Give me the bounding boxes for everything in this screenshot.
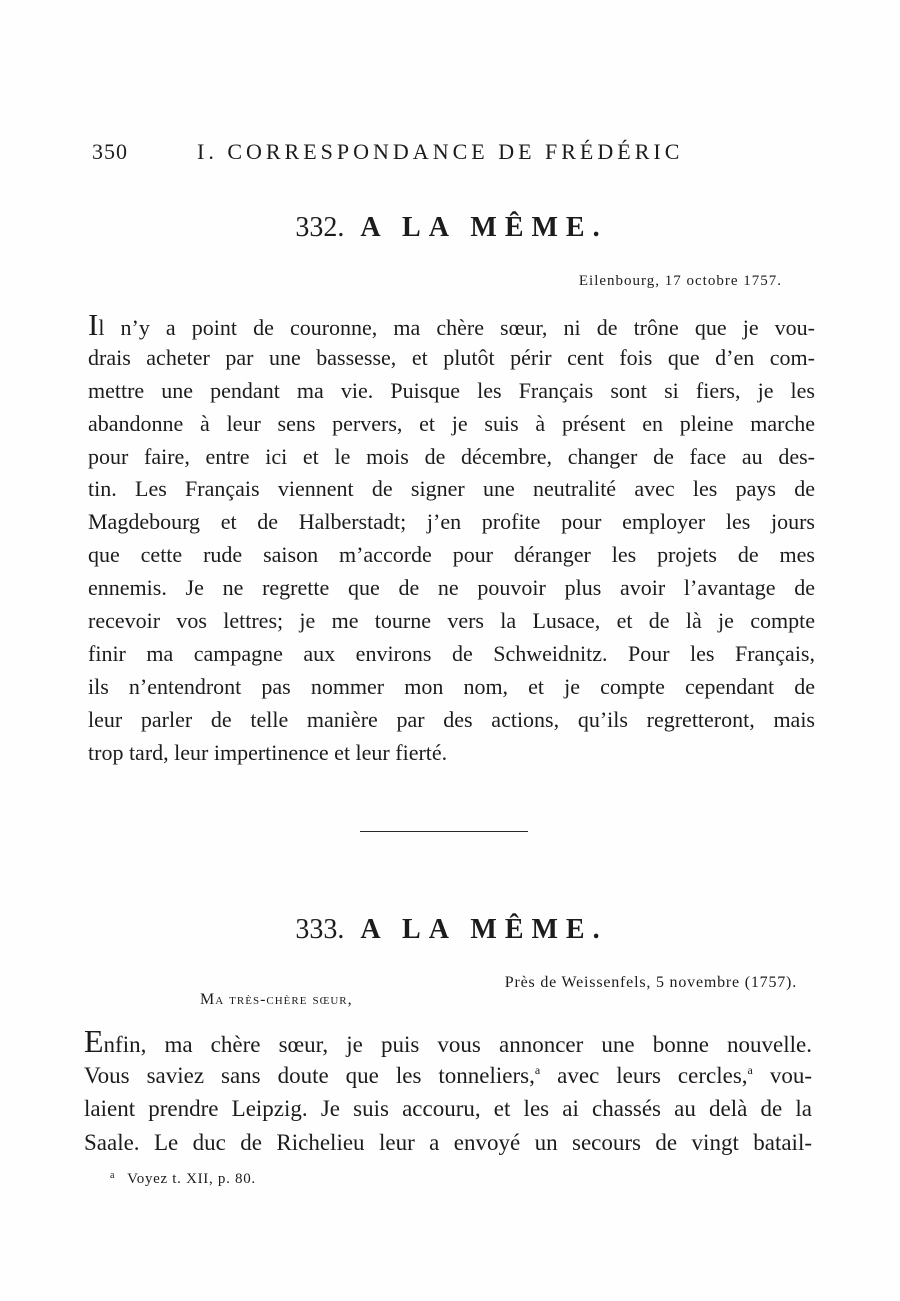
page-number: 350 [92, 139, 128, 164]
text-line: recevoir vos lettres; je me tourne vers la Lusace, et de là je compte [88, 608, 815, 634]
text-line: que cette rude saison m’accorde pour déranger les projets de mes [88, 542, 815, 568]
text-segment: Vous saviez sans doute que les tonneliers, [84, 1062, 535, 1088]
text-line: laient prendre Leipzig. Je suis accouru, et les ai chassés au delà de la [84, 1096, 812, 1122]
text-line: abandonne à leur sens pervers, et je suis à présent en pleine marche [88, 410, 815, 436]
text-line: leur parler de telle manière par des actions, qu’ils regretteront, mais [88, 706, 815, 732]
text-line: ennemis. Je ne regrette que de ne pouvoir plus avoir l’avantage de [88, 575, 815, 601]
text-segment: vou- [752, 1062, 812, 1088]
running-title: I. CORRESPONDANCE DE FRÉDÉRIC [197, 139, 684, 164]
text-line: Saale. Le duc de Richelieu leur a envoyé un secours de vingt batail- [84, 1130, 812, 1156]
letter-heading: A LA MÊME. [360, 212, 608, 243]
letter-heading: A LA MÊME. [360, 914, 608, 945]
text-line: Il n’y a point de couronne, ma chère sœur, ni de trône que je vou- [88, 307, 815, 342]
footnote-mark: a [110, 1170, 116, 1181]
letter-number: 333. [295, 914, 345, 945]
letter-title [0, 914, 900, 946]
dateline: Près de Weissenfels, 5 novembre (1757). [504, 974, 797, 991]
letter-body [84, 1025, 812, 1160]
letter-number: 332. [295, 212, 345, 243]
text-line: trop tard, leur impertinence et leur fierté. [88, 739, 448, 765]
text-line [84, 1059, 812, 1093]
letter-body [88, 309, 815, 769]
text-segment: avec leurs cercles, [540, 1062, 748, 1088]
text-line: finir ma campagne aux environs de Schweidnitz. Pour les Français, [88, 640, 815, 666]
text-line: pour faire, entre ici et le mois de décembre, changer de face au des- [88, 443, 815, 469]
letter-title [0, 212, 900, 244]
section-divider [360, 831, 528, 832]
footnote-text: Voyez t. XII, p. 80. [127, 1171, 256, 1187]
text-line: mettre une pendant ma vie. Puisque les Français sont si fiers, je les [88, 377, 815, 403]
footnote-reference: a [534, 1062, 541, 1077]
footnote [110, 1166, 256, 1189]
text-line: Enfin, ma chère sœur, je puis vous annoncer une bonne nouvelle. [84, 1023, 812, 1059]
dateline: Eilenbourg, 17 octobre 1757. [578, 273, 782, 289]
text-line: ils n’entendront pas nommer mon nom, et je compte cependant de [88, 673, 815, 699]
salutation: Ma très-chère sœur, [200, 991, 353, 1008]
text-line: drais acheter par une bassesse, et plutôt périr cent fois que d’en com- [88, 344, 815, 370]
footnote-reference: a [747, 1062, 753, 1077]
text-line: tin. Les Français viennent de signer une neutralité avec les pays de [88, 476, 815, 502]
text-line: Magdebourg et de Halberstadt; j’en profite pour employer les jours [88, 509, 815, 535]
